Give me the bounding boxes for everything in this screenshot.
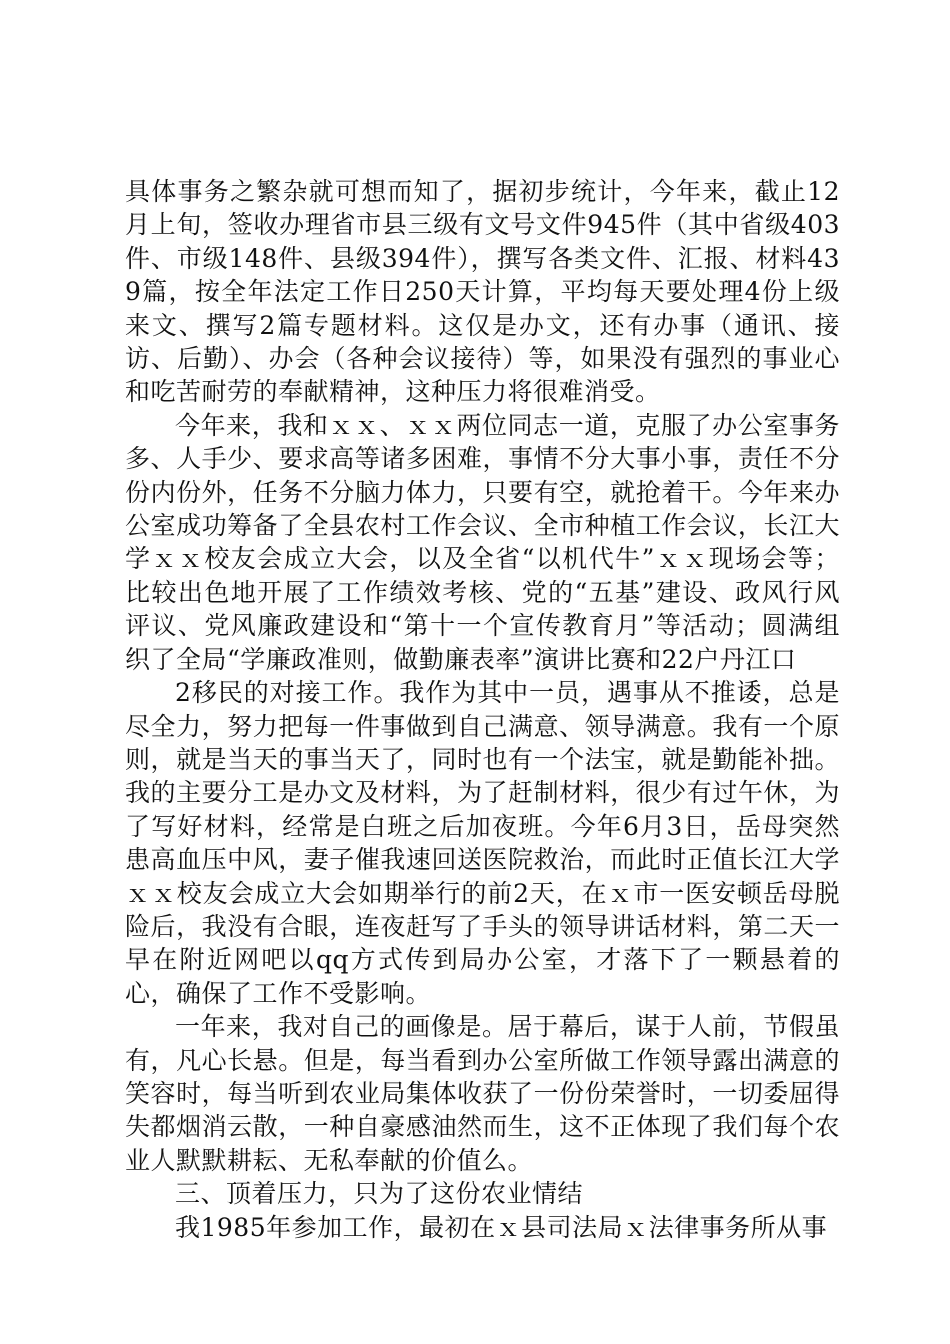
document-body [125, 175, 840, 1244]
paragraph-4: 一年来，我对自己的画像是。居于幕后，谋于人前，节假虽有，凡心长悬。但是，每当看到办公室所做工作领导露出满意的笑容时，每当听到农业局集体收获了一份份荣誉时，一切委屈得失都烟消云散，一种自豪感油然而生，这不正体现了我们每个农业人默默耕耘、无私奉献的价值么。 [125, 1012, 840, 1175]
section-heading-3: 三、顶着压力，只为了这份农业情结 [175, 1179, 584, 1209]
paragraph-5: 我1985年参加工作，最初在ｘ县司法局ｘ法律事务所从事 [175, 1212, 828, 1242]
paragraph-3: 2移民的对接工作。我作为其中一员，遇事从不推诿，总是尽全力，努力把每一件事做到自己满意、领导满意。我有一个原则，就是当天的事当天了，同时也有一个法宝，就是勤能补拙。我的主要分工是办文及材料，为了赶制材料，很少有过午休，为了写好材料，经常是白班之后加夜班。今年6月3日，岳母突然患高血压中风，妻子催我速回送医院救治，而此时正值长江大学ｘｘ校友会成立大会如期举行的前2天，在ｘ市一医安顿岳母脱险后，我没有合眼，连夜赶写了手头的领导讲话材料，第二天一早在附近网吧以qq方式传到局办公室，才落下了一颗悬着的心，确保了工作不受影响。 [125, 678, 840, 1008]
paragraph-1: 具体事务之繁杂就可想而知了，据初步统计，今年来，截止12月上旬，签收办理省市县三级有文号文件945件（其中省级403件、市级148件、县级394件），撰写各类文件、汇报、材料439篇，按全年法定工作日250天计算，平均每天要处理4份上级来文、撰写2篇专题材料。这仅是办文，还有办事（通讯、接访、后勤）、办会（各种会议接待）等，如果没有强烈的事业心和吃苦耐劳的奉献精神，这种压力将很难消受。 [125, 177, 840, 407]
paragraph-2: 今年来，我和ｘｘ、ｘｘ两位同志一道，克服了办公室事务多、人手少、要求高等诸多困难，事情不分大事小事，责任不分份内份外，任务不分脑力体力，只要有空，就抢着干。今年来办公室成功筹备了全县农村工作会议、全市种植工作会议，长江大学ｘｘ校友会成立大会，以及全省“以机代牛”ｘｘ现场会等；比较出色地开展了工作绩效考核、党的“五基”建设、政风行风评议、党风廉政建设和“第十一个宣传教育月”等活动；圆满组织了全局“学廉政准则，做勤廉表率”演讲比赛和22户丹江口 [125, 410, 840, 674]
